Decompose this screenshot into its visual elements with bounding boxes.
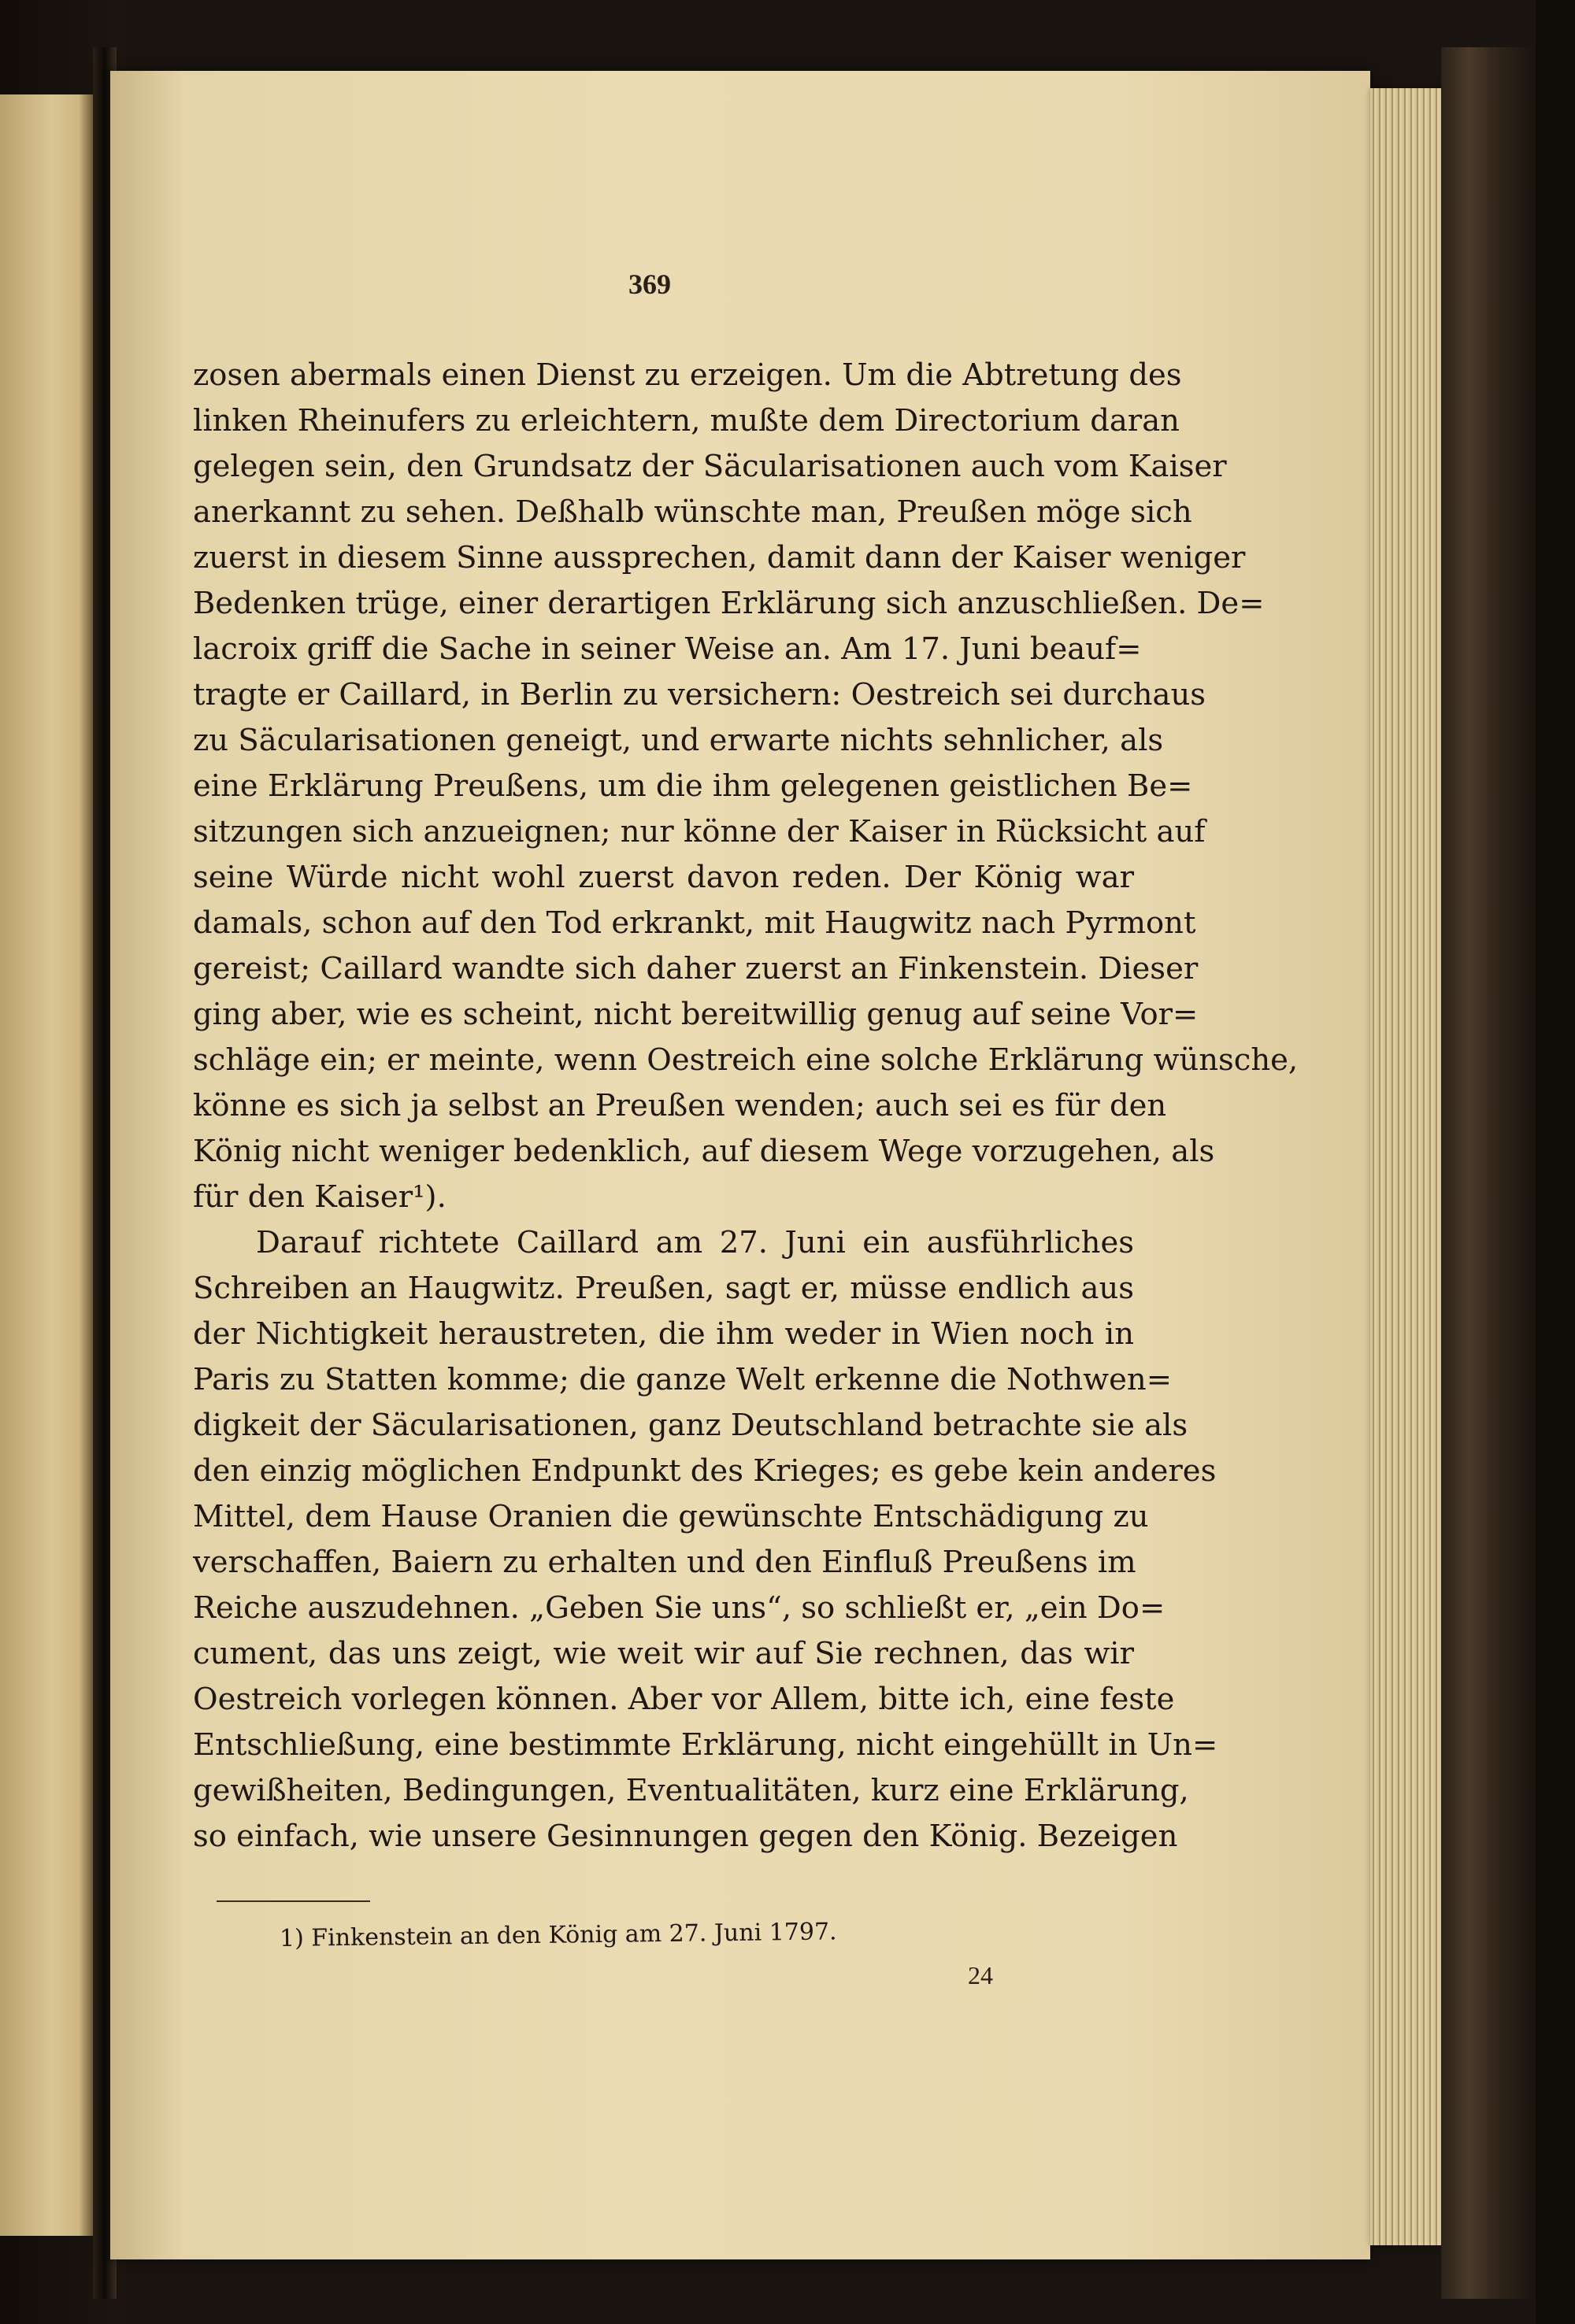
body-line: Paris zu Statten komme; die ganze Welt erkenne die Nothwen= — [193, 1362, 1172, 1397]
body-line: Bedenken trüge, einer derartigen Erklärung sich anzuschließen. De= — [193, 586, 1265, 621]
body-line: den einzig möglichen Endpunkt des Krieges; es gebe kein anderes — [193, 1453, 1217, 1489]
body-line: sitzungen sich anzueignen; nur könne der Kaiser in Rücksicht auf — [193, 814, 1206, 849]
body-line: damals, schon auf den Tod erkrankt, mit Haugwitz nach Pyrmont — [193, 905, 1196, 941]
body-line: für den Kaiser¹). — [193, 1179, 447, 1215]
signature-mark: 24 — [968, 1961, 993, 1989]
body-line: gereist; Caillard wandte sich daher zuerst an Finkenstein. Dieser — [193, 951, 1199, 986]
body-line: eine Erklärung Preußens, um die ihm gelegenen geistlichen Be= — [193, 768, 1193, 804]
body-line: Schreiben an Haugwitz. Preußen, sagt er, müsse endlich aus — [193, 1271, 1134, 1306]
body-line: Mittel, dem Hause Oranien die gewünschte Entschädigung zu — [193, 1499, 1149, 1534]
book-cover-board — [1441, 47, 1536, 2299]
body-line: digkeit der Säcularisationen, ganz Deutschland betrachte sie als — [193, 1408, 1188, 1443]
body-line: seine Würde nicht wohl zuerst davon reden. Der König war — [193, 860, 1134, 895]
body-line: lacroix griff die Sache in seiner Weise an. Am 17. Juni beauf= — [193, 631, 1142, 667]
body-line: schläge ein; er meinte, wenn Oestreich eine solche Erklärung wünsche, — [193, 1042, 1299, 1078]
body-line: Reiche auszudehnen. „Geben Sie uns“, so schließt er, „ein Do= — [193, 1590, 1166, 1626]
background-right — [1536, 0, 1575, 2324]
body-line: verschaffen, Baiern zu erhalten und den Einfluß Preußens im — [193, 1545, 1136, 1580]
body-line: anerkannt zu sehen. Deßhalb wünschte man, Preußen möge sich — [193, 494, 1192, 530]
left-page-edge — [0, 94, 93, 2236]
body-line: zuerst in diesem Sinne aussprechen, damit dann der Kaiser weniger — [193, 540, 1246, 575]
body-line: könne es sich ja selbst an Preußen wenden; auch sei es für den — [193, 1088, 1167, 1123]
body-line: ging aber, wie es scheint, nicht bereitwillig genug auf seine Vor= — [193, 997, 1199, 1032]
footnote-divider — [217, 1900, 370, 1902]
body-line: so einfach, wie unsere Gesinnungen gegen den König. Bezeigen — [193, 1819, 1178, 1854]
body-line: Darauf richtete Caillard am 27. Juni ein ausführliches — [256, 1225, 1134, 1260]
body-line: linken Rheinufers zu erleichtern, mußte dem Directorium daran — [193, 403, 1180, 439]
body-line: der Nichtigkeit heraustreten, die ihm weder in Wien noch in — [193, 1316, 1134, 1352]
body-line: gelegen sein, den Grundsatz der Säcularisationen auch vom Kaiser — [193, 449, 1227, 484]
body-line: gewißheiten, Bedingungen, Eventualitäten, kurz eine Erklärung, — [193, 1773, 1189, 1808]
body-line: zosen abermals einen Dienst zu erzeigen. Um die Abtretung des — [193, 357, 1182, 393]
body-line: König nicht weniger bedenklich, auf diesem Wege vorzugehen, als — [193, 1134, 1215, 1169]
body-line: cument, das uns zeigt, wie weit wir auf Sie rechnen, das wir — [193, 1636, 1134, 1671]
body-line: tragte er Caillard, in Berlin zu versichern: Oestreich sei durchaus — [193, 677, 1206, 712]
page-edges — [1370, 88, 1441, 2245]
body-line: zu Säcularisationen geneigt, und erwarte nichts sehnlicher, als — [193, 723, 1164, 758]
body-line: Entschließung, eine bestimmte Erklärung, nicht eingehüllt in Un= — [193, 1727, 1218, 1763]
footnote: 1) Finkenstein an den König am 27. Juni 1797. — [279, 1918, 837, 1952]
body-line: Oestreich vorlegen können. Aber vor Allem, bitte ich, eine feste — [193, 1682, 1175, 1717]
page-number: 369 — [628, 268, 671, 300]
